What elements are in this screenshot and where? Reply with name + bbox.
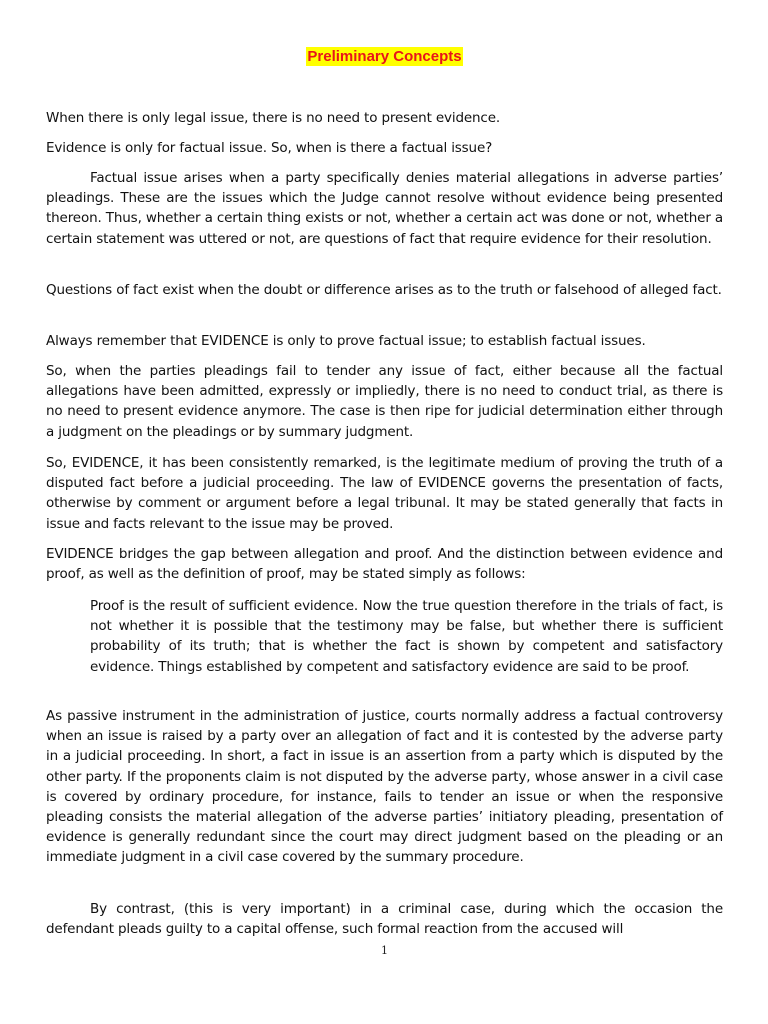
paragraph-factual-issue-definition: Factual issue arises when a party specifically denies material allegations in adverse parties’ pleadings. These are the issues which the Judge cannot resolve without evidence being presented thereon. Thus, whether a certain thing exists or not, whether a certain act was done or not, whether a certain statement was uttered or not, are questions of fact that require evidence for their resolution. xyxy=(46,170,723,247)
paragraph-passive-instrument: As passive instrument in the administration of justice, courts normally address a factual controversy when an issue is raised by a party over an allegation of fact and it is contested by the adverse party in a judicial proceeding. In short, a fact in issue is an assertion from a party which is disputed by the other party. If the proponents claim is not disputed by the adverse party, whose answer in a civil case is covered by ordinary procedure, for instance, fails to tender an issue or when the responsive pleading consists the material allegation of the adverse parties’ initiatory pleading, presentation of evidence is generally redundant since the court may direct judgment based on the pleading or an immediate judgment in a civil case covered by the summary procedure. xyxy=(46,708,723,866)
blockquote-proof: Proof is the result of sufficient evidence. Now the true question therefore in the trials of fact, is not whether it is possible that the testimony may be false, but whether there is sufficient probability of its truth; that is whether the fact is shown by competent and satisfactory evidence. Things established by competent and satisfactory evidence are said to be proof. xyxy=(90,598,723,675)
page-number: 1 xyxy=(381,944,388,957)
paragraph-no-trial: So, when the parties pleadings fail to tender any issue of fact, either because all the factual allegations have been admitted, expressly or impliedly, there is no need to conduct trial, as there is no need to present evidence anymore. The case is then ripe for judicial determination either through a judgment on the pleadings or by summary judgment. xyxy=(46,363,723,440)
paragraph-evidence-reminder: Always remember that EVIDENCE is only to prove factual issue; to establish factual issues. xyxy=(46,333,646,349)
paragraph-evidence-medium: So, EVIDENCE, it has been consistently remarked, is the legitimate medium of proving the truth of a disputed fact before a judicial proceeding. The law of EVIDENCE governs the presentation of facts, otherwise by comment or argument before a legal tribunal. It may be stated generally that facts in issue and facts relevant to the issue may be proved. xyxy=(46,455,723,532)
paragraph-legal-issue: When there is only legal issue, there is no need to present evidence. xyxy=(46,110,501,126)
page-title: Preliminary Concepts xyxy=(307,48,462,65)
paragraph-evidence-bridges: EVIDENCE bridges the gap between allegation and proof. And the distinction between evidence and proof, as well as the definition of proof, may be stated simply as follows: xyxy=(46,546,723,583)
title-container xyxy=(46,46,723,66)
paragraph-factual-issue-question: Evidence is only for factual issue. So, when is there a factual issue? xyxy=(46,140,493,156)
document-page xyxy=(46,0,723,1024)
paragraph-criminal-case: By contrast, (this is very important) in a criminal case, during which the occasion the defendant pleads guilty to a capital offense, such formal reaction from the accused will xyxy=(46,901,723,938)
paragraph-questions-of-fact: Questions of fact exist when the doubt or difference arises as to the truth or falsehood of alleged fact. xyxy=(46,282,722,298)
